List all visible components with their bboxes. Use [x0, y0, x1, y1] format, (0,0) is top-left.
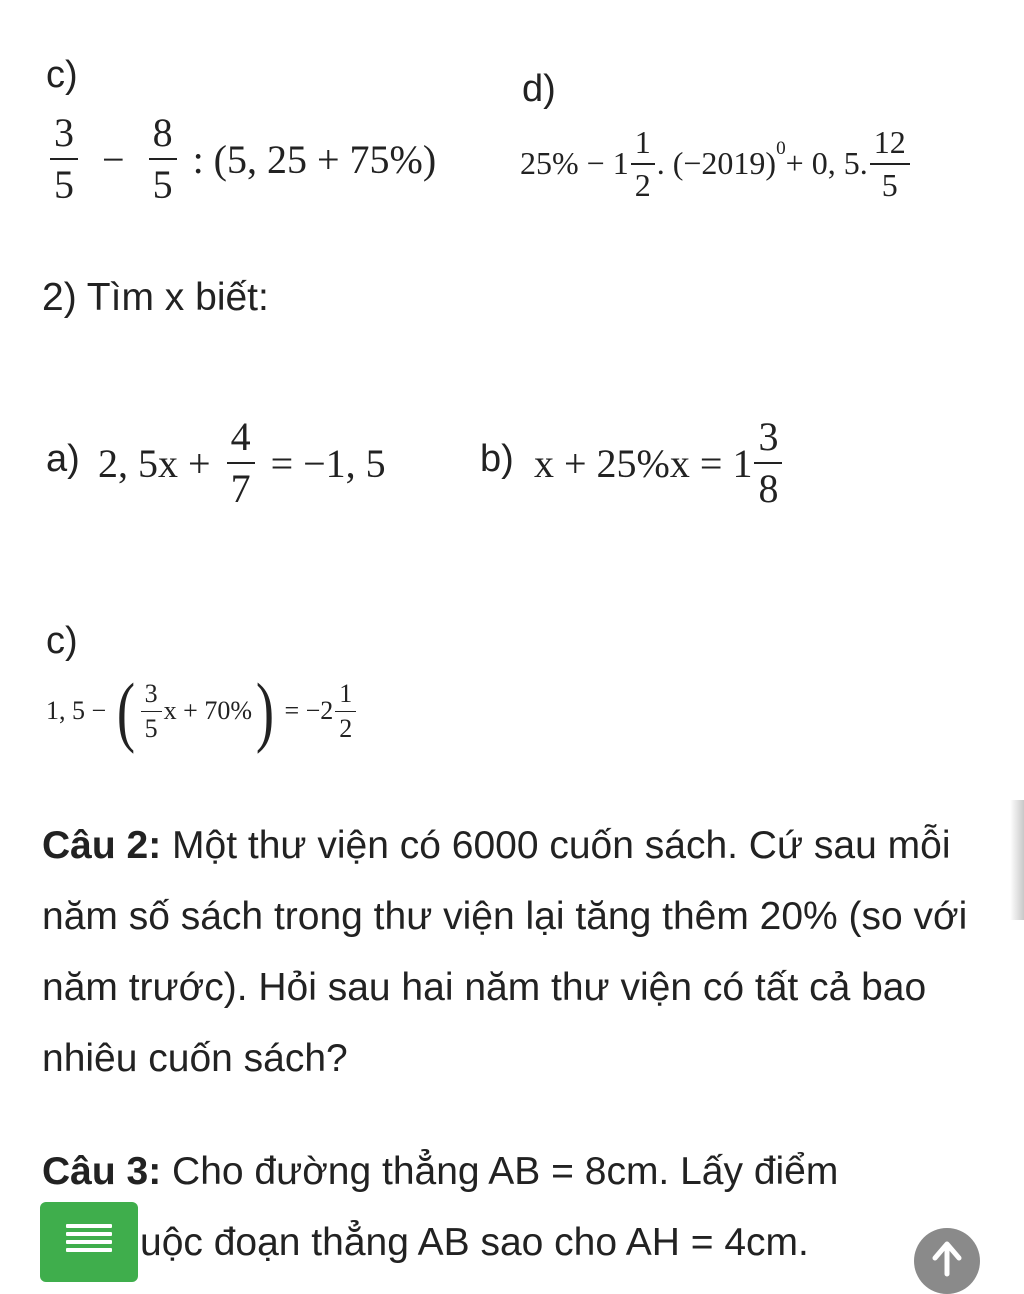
- fraction-4-7: $\frac{4}{7}$: [227, 414, 255, 512]
- question-3-line-2: uộc đoạn thẳng AB sao cho AH = 4cm.: [140, 1221, 809, 1264]
- fraction-1-2: $\frac{1}{2}$: [631, 124, 655, 204]
- expression-c: $\frac{3}{5}$ − $\frac{8}{5}$ : (5, 25 + 75%): [44, 110, 436, 208]
- fraction-3-5-c: $\frac{3}{5}$: [141, 679, 162, 744]
- edge-shadow: [1010, 800, 1024, 920]
- fraction-12-5: $\frac{12}{5}$: [870, 124, 910, 204]
- expression-d: 25% − 1 $\frac{1}{2}$ . $(-2019)^0+ 0$, 5. $\frac{12}{5}$: [520, 124, 912, 204]
- item-c2-label: c): [46, 620, 78, 662]
- fraction-3-5: $\frac{3}{5}$: [50, 110, 78, 208]
- menu-button[interactable]: [40, 1202, 138, 1282]
- equation-c: 1, 5 − ( $\frac{3}{5}$ x + 70%) = −2 $\frac{1}{2}$: [46, 672, 358, 750]
- arrow-up-icon: [927, 1238, 967, 1278]
- question-2-label: Câu 2:: [42, 824, 162, 867]
- question-3-label: Câu 3:: [42, 1150, 162, 1193]
- fraction-3-8: $\frac{3}{8}$: [754, 414, 782, 512]
- item-b-label: b): [480, 438, 514, 480]
- equation-b: x + 25%x = 1 $\frac{3}{8}$: [534, 414, 784, 512]
- section-2-heading: 2) Tìm x biết:: [42, 276, 269, 319]
- question-2-text: Một thư viện có 6000 cuốn sách. Cứ sau mỗi năm số sách trong thư viện lại tăng thêm 20% (so với năm trước). Hỏi sau hai năm thư viện có tất cả bao nhiêu cuốn sách?: [42, 824, 968, 1080]
- scroll-top-button[interactable]: [914, 1228, 980, 1294]
- question-2: [42, 810, 972, 1094]
- question-3-line-1: Câu 3: Cho đường thẳng AB = 8cm. Lấy điểm: [42, 1150, 839, 1193]
- item-c-label: c): [46, 54, 78, 96]
- item-d-label: d): [522, 68, 556, 110]
- equation-a: 2, 5x + $\frac{4}{7}$ = −1, 5: [98, 414, 386, 511]
- fraction-8-5: $\frac{8}{5}$: [149, 110, 177, 208]
- menu-list-icon: [66, 1224, 112, 1252]
- item-a-label: a): [46, 438, 80, 480]
- fraction-1-2-c: $\frac{1}{2}$: [335, 679, 356, 744]
